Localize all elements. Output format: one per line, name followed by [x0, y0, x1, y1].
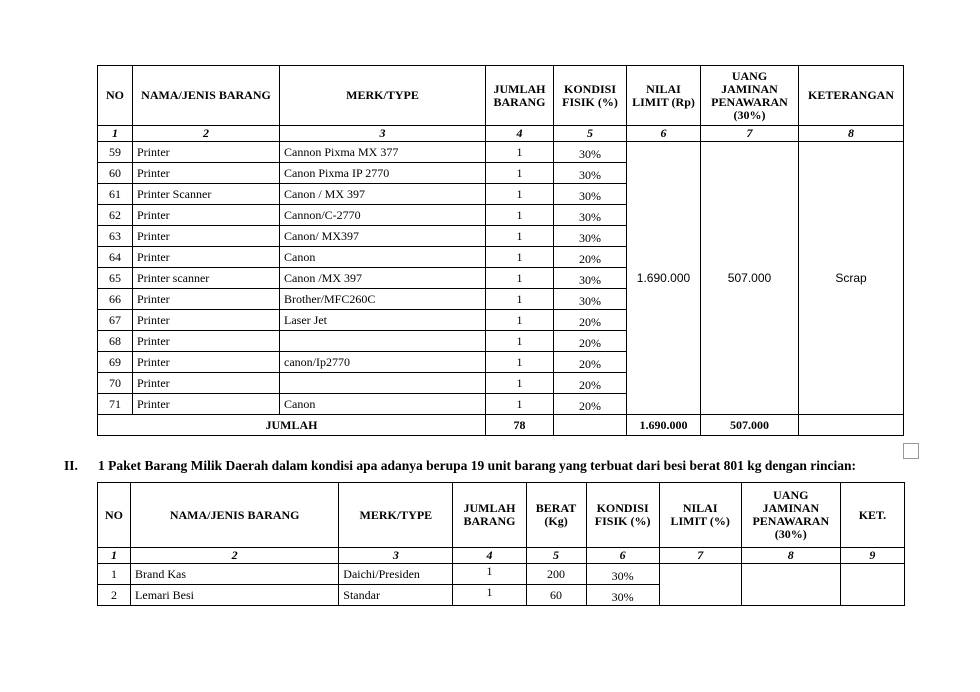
- row-merk: Canon: [280, 394, 486, 415]
- total-kondisi: [554, 415, 627, 436]
- row-kondisi: 20%: [554, 373, 627, 394]
- row-merk: Cannon Pixma MX 377: [280, 142, 486, 163]
- row-nama: Printer: [133, 205, 280, 226]
- row-kondisi: 20%: [554, 310, 627, 331]
- row-no: 65: [98, 268, 133, 289]
- row-nama: Printer: [133, 289, 280, 310]
- row-jumlah: 1: [486, 352, 554, 373]
- row-nama: Printer scanner: [133, 268, 280, 289]
- row-kondisi: 20%: [554, 331, 627, 352]
- row-no: 63: [98, 226, 133, 247]
- row-kondisi: 20%: [554, 394, 627, 415]
- header-ket: KET.: [840, 483, 904, 548]
- asset-table-printers: [97, 65, 904, 436]
- total-keterangan: [799, 415, 904, 436]
- row-merk: Canon: [280, 247, 486, 268]
- row-merk: Daichi/Presiden: [339, 564, 453, 585]
- row-merk: canon/Ip2770: [280, 352, 486, 373]
- merged-ket: [840, 564, 904, 606]
- row-kondisi: 20%: [554, 247, 627, 268]
- header-keterangan: KETERANGAN: [799, 66, 904, 126]
- table-row: [98, 142, 904, 163]
- header-jumlah: JUMLAH BARANG: [453, 483, 526, 548]
- row-kondisi: 30%: [586, 585, 659, 606]
- total-jumlah: 78: [486, 415, 554, 436]
- row-merk: Brother/MFC260C: [280, 289, 486, 310]
- row-nama: Printer: [133, 226, 280, 247]
- header-berat: BERAT (Kg): [526, 483, 586, 548]
- row-nama: Printer: [133, 247, 280, 268]
- row-kondisi: 30%: [554, 289, 627, 310]
- header-jumlah: JUMLAH BARANG: [486, 66, 554, 126]
- table-row: [98, 564, 905, 585]
- row-jumlah: 1: [486, 373, 554, 394]
- row-no: 59: [98, 142, 133, 163]
- row-jumlah: 1: [486, 184, 554, 205]
- total-uang-jaminan: 507.000: [701, 415, 799, 436]
- row-merk: Canon / MX 397: [280, 184, 486, 205]
- row-no: 64: [98, 247, 133, 268]
- header-merk: MERK/TYPE: [280, 66, 486, 126]
- row-merk: Laser Jet: [280, 310, 486, 331]
- column-index-row: 1 2 3 4 5 6 7 8 9: [98, 548, 905, 564]
- merged-uang-jaminan: [741, 564, 840, 606]
- row-jumlah: 1: [486, 142, 554, 163]
- merged-keterangan: Scrap: [799, 142, 904, 415]
- header-no: NO: [98, 66, 133, 126]
- row-no: 70: [98, 373, 133, 394]
- row-no: 61: [98, 184, 133, 205]
- total-row: [98, 415, 904, 436]
- row-nama: Printer: [133, 394, 280, 415]
- asset-table-iron: [97, 482, 905, 606]
- row-kondisi: 30%: [554, 268, 627, 289]
- row-nama: Printer: [133, 142, 280, 163]
- row-nama: Printer: [133, 163, 280, 184]
- row-jumlah: 1: [453, 564, 526, 585]
- row-kondisi: 30%: [554, 163, 627, 184]
- row-kondisi: 30%: [554, 205, 627, 226]
- row-jumlah: 1: [486, 289, 554, 310]
- row-nama: Printer Scanner: [133, 184, 280, 205]
- row-no: 69: [98, 352, 133, 373]
- header-uang-jaminan: UANG JAMINAN PENAWARAN (30%): [701, 66, 799, 126]
- header-nilai-limit: NILAI LIMIT (%): [659, 483, 741, 548]
- row-berat: 60: [526, 585, 586, 606]
- row-jumlah: 1: [486, 268, 554, 289]
- row-jumlah: 1: [486, 310, 554, 331]
- header-kondisi: KONDISI FISIK (%): [554, 66, 627, 126]
- row-no: 68: [98, 331, 133, 352]
- checkbox-icon[interactable]: [903, 443, 919, 459]
- row-merk: Canon Pixma IP 2770: [280, 163, 486, 184]
- row-jumlah: 1: [486, 163, 554, 184]
- header-uang-jaminan: UANG JAMINAN PENAWARAN (30%): [741, 483, 840, 548]
- row-nama: Brand Kas: [131, 564, 339, 585]
- row-berat: 200: [526, 564, 586, 585]
- row-no: 1: [98, 564, 131, 585]
- row-nama: Printer: [133, 352, 280, 373]
- total-nilai-limit: 1.690.000: [627, 415, 701, 436]
- row-kondisi: 20%: [554, 352, 627, 373]
- row-jumlah: 1: [486, 394, 554, 415]
- header-nama: NAMA/JENIS BARANG: [133, 66, 280, 126]
- header-kondisi: KONDISI FISIK (%): [586, 483, 659, 548]
- merged-nilai-limit: [659, 564, 741, 606]
- row-jumlah: 1: [453, 585, 526, 606]
- row-merk: Standar: [339, 585, 453, 606]
- row-merk: [280, 373, 486, 394]
- row-jumlah: 1: [486, 205, 554, 226]
- row-no: 71: [98, 394, 133, 415]
- header-no: NO: [98, 483, 131, 548]
- row-kondisi: 30%: [586, 564, 659, 585]
- total-label: JUMLAH: [98, 415, 486, 436]
- row-merk: Canon /MX 397: [280, 268, 486, 289]
- row-nama: Printer: [133, 331, 280, 352]
- row-nama: Lemari Besi: [131, 585, 339, 606]
- header-nama: NAMA/JENIS BARANG: [131, 483, 339, 548]
- row-no: 2: [98, 585, 131, 606]
- row-merk: [280, 331, 486, 352]
- section-number: II.: [64, 458, 78, 473]
- row-jumlah: 1: [486, 226, 554, 247]
- row-no: 60: [98, 163, 133, 184]
- row-kondisi: 30%: [554, 226, 627, 247]
- merged-nilai-limit: 1.690.000: [627, 142, 701, 415]
- column-index-row: 1 2 3 4 5 6 7 8: [98, 126, 904, 142]
- section-text: 1 Paket Barang Milik Daerah dalam kondisi apa adanya berupa 19 unit barang yang terbuat dari besi berat 801 kg dengan rincian:: [98, 458, 856, 473]
- row-kondisi: 30%: [554, 184, 627, 205]
- row-jumlah: 1: [486, 247, 554, 268]
- row-merk: Cannon/C-2770: [280, 205, 486, 226]
- row-no: 67: [98, 310, 133, 331]
- row-nama: Printer: [133, 373, 280, 394]
- header-merk: MERK/TYPE: [339, 483, 453, 548]
- row-no: 62: [98, 205, 133, 226]
- merged-uang-jaminan: 507.000: [701, 142, 799, 415]
- section-heading: [64, 458, 856, 474]
- row-merk: Canon/ MX397: [280, 226, 486, 247]
- header-nilai-limit: NILAI LIMIT (Rp): [627, 66, 701, 126]
- row-kondisi: 30%: [554, 142, 627, 163]
- row-nama: Printer: [133, 310, 280, 331]
- row-no: 66: [98, 289, 133, 310]
- row-jumlah: 1: [486, 331, 554, 352]
